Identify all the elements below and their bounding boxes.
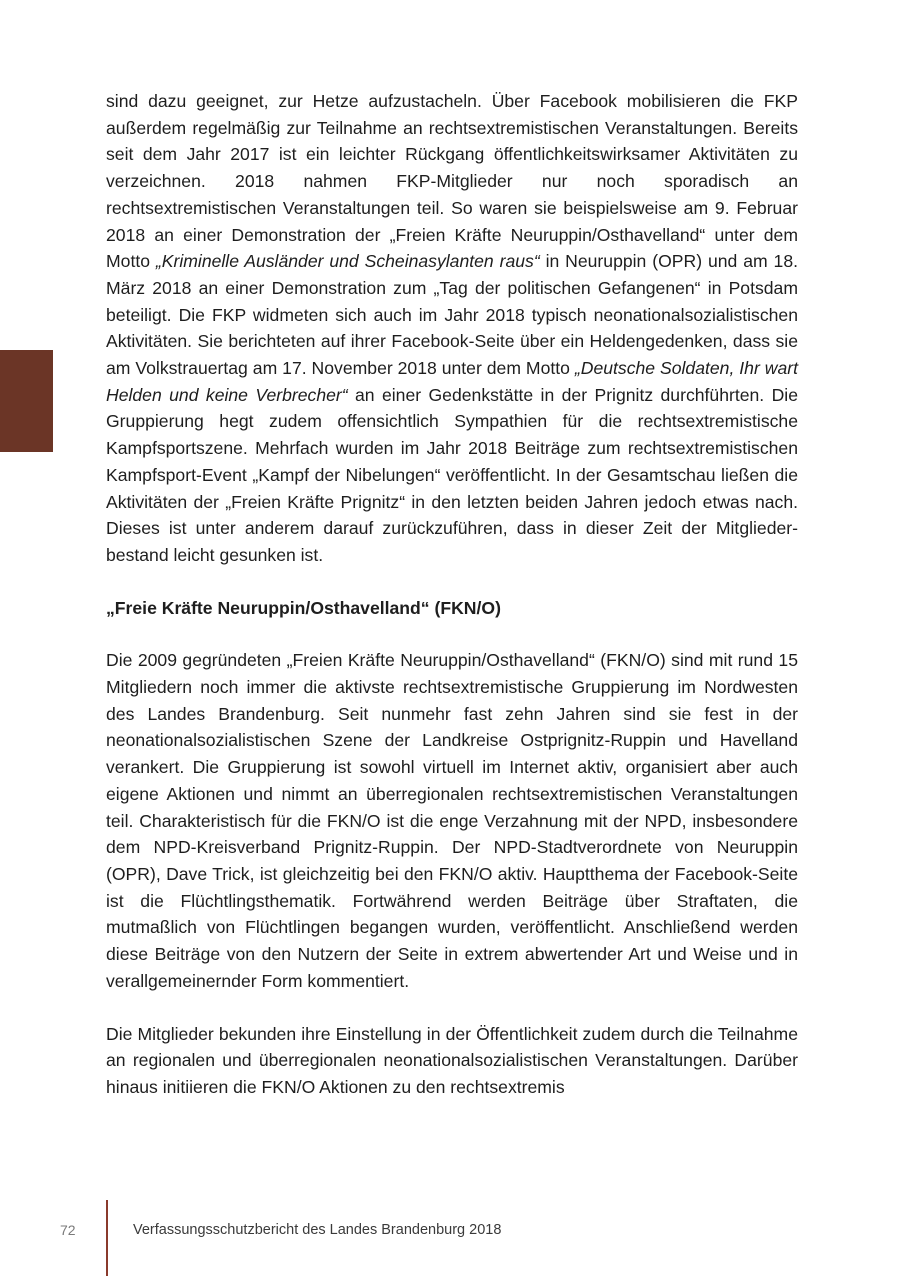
page-number: 72 <box>60 1222 76 1238</box>
paragraph-fkno-intro: Die 2009 gegründeten „Freien Kräfte Neuruppin/Osthavelland“ (FKN/O) sind mit rund 15 Mitgliedern noch immer die aktivste rechtsextremistische Gruppierung im Nordwesten des Landes Brandenburg. Seit nunmehr fast zehn Jahren sind sie fest in der neonationalsozialistischen Szene der Landkreise Ostprignitz-Ruppin und Havelland verankert. Die Gruppierung ist sowohl virtuell im Internet aktiv, organisiert aber auch eigene Aktionen und nimmt an überregionalen rechtsextremistischen Veranstaltungen teil. Charakteristisch für die FKN/O ist die enge Verzahnung mit der NPD, insbesondere dem NPD-Kreisverband Prignitz-Ruppin. Der NPD-Stadtverordnete von Neuruppin (OPR), Dave Trick, ist gleichzeitig bei den FKN/O aktiv. Hauptthema der Facebook-Seite ist die Flüchtlingsthematik. Fortwährend werden Beiträge über Straftaten, die mutmaßlich von Flüchtlingen begangen wurden, veröffentlicht. Anschließend werden diese Beiträge von den Nutzern der Seite in extrem abwertender Art und Weise und in verallgemeinernder Form kommentiert. <box>106 650 798 991</box>
paragraph-text: sind dazu geeignet, zur Hetze aufzustacheln. Über Facebook mobilisieren die FKP außerdem regelmäßig zur Teilnahme an rechtsextremistischen Veranstaltungen. Bereits seit dem Jahr 2017 ist ein leichter Rückgang öffentlichkeitswirksamer Aktivitäten zu verzeichnen. 2018 nahmen FKP-Mitglieder nur noch sporadisch an rechtsextremistischen Veranstaltungen teil. So waren sie beispielsweise am 9. Februar 2018 an einer Demonstration der „Freien Kräfte Neuruppin/Osthavelland“ unter dem Motto <box>106 91 798 272</box>
paragraph-text: an einer Gedenkstätte in der Prignitz durchführten. Die Gruppierung hegt zudem offensichtlich Sympathien für die rechtsextremistische Kampfsportszene. Mehrfach wurden im Jahr 2018 Beiträge zum rechtsextremistischen Kampfsport-Event „Kampf der Nibelungen“ veröffentlicht. In der Gesamtschau ließen die Aktivitäten der „Freien Kräfte Prignitz“ in den letzten beiden Jahren jedoch etwas nach. Dieses ist unter anderem darauf zurückzuführen, dass in dieser Zeit der Mitgliederbestand leicht gesunken ist. <box>106 384 798 565</box>
section-heading-fkno: „Freie Kräfte Neuruppin/Osthavelland“ (FKN/O) <box>106 597 501 618</box>
footer-divider <box>106 1200 108 1276</box>
motto-quote: „Kriminelle Ausländer und Scheinasylanten raus“ <box>155 251 540 272</box>
footer-title: Verfassungsschutzbericht des Landes Brandenburg 2018 <box>133 1222 502 1238</box>
paragraph-fkno-members: Die Mitglieder bekunden ihre Einstellung in der Öffentlichkeit zudem durch die Teilnahme an regionalen und überregionalen neonationalsozialistischen Veranstaltungen. Darüber hinaus initiieren die FKN/O Aktionen zu den rechtsextremis <box>106 1023 798 1097</box>
chapter-marker-tab <box>0 350 53 452</box>
paragraph-fkp-activities <box>106 88 798 569</box>
paragraph-text: in Neuruppin (OPR) und am 18. März 2018 an einer Demonstration zum „Tag der politischen Gefangenen“ in Potsdam beteiligt. Die FKP widmeten sich auch im Jahr 2018 typisch neonationalsozialistischen Aktivitäten. Sie berichteten auf ihrer Facebook-Seite über ein Heldengedenken, dass sie am Volkstrauertag am 17. November 2018 unter dem Motto <box>106 251 798 379</box>
page-body <box>106 88 798 1101</box>
motto-quote: „Deutsche Soldaten, Ihr wart Helden und keine Verbrecher“ <box>106 358 798 405</box>
